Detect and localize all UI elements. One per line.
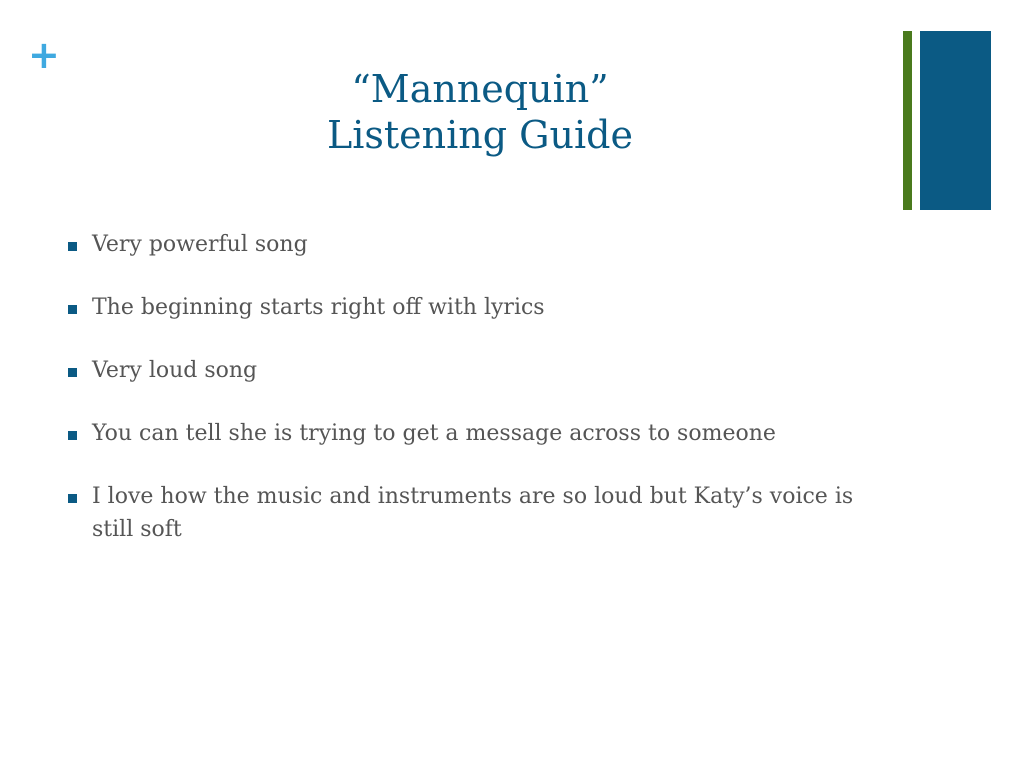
accent-bar-blue (920, 31, 991, 210)
square-bullet-icon (68, 494, 77, 503)
slide-title (200, 66, 760, 158)
bullet-text: You can tell she is trying to get a message across to someone (92, 421, 776, 446)
square-bullet-icon (68, 305, 77, 314)
bullet-item (68, 354, 888, 387)
square-bullet-icon (68, 431, 77, 440)
plus-icon: + (28, 33, 60, 77)
bullet-item (68, 228, 888, 261)
square-bullet-icon (68, 368, 77, 377)
bullet-item (68, 291, 888, 324)
bullet-item (68, 417, 888, 450)
bullet-text: The beginning starts right off with lyrics (92, 295, 545, 320)
square-bullet-icon (68, 242, 77, 251)
bullet-text: I love how the music and instruments are so loud but Katy’s voice is still soft (92, 484, 854, 542)
bullet-list (68, 228, 888, 576)
bullet-text: Very loud song (92, 358, 258, 383)
slide-title-line-1: “Mannequin” (351, 67, 609, 111)
accent-bar-green (903, 31, 912, 210)
slide-title-line-2: Listening Guide (327, 113, 633, 157)
bullet-text: Very powerful song (92, 232, 308, 257)
bullet-item (68, 480, 888, 546)
